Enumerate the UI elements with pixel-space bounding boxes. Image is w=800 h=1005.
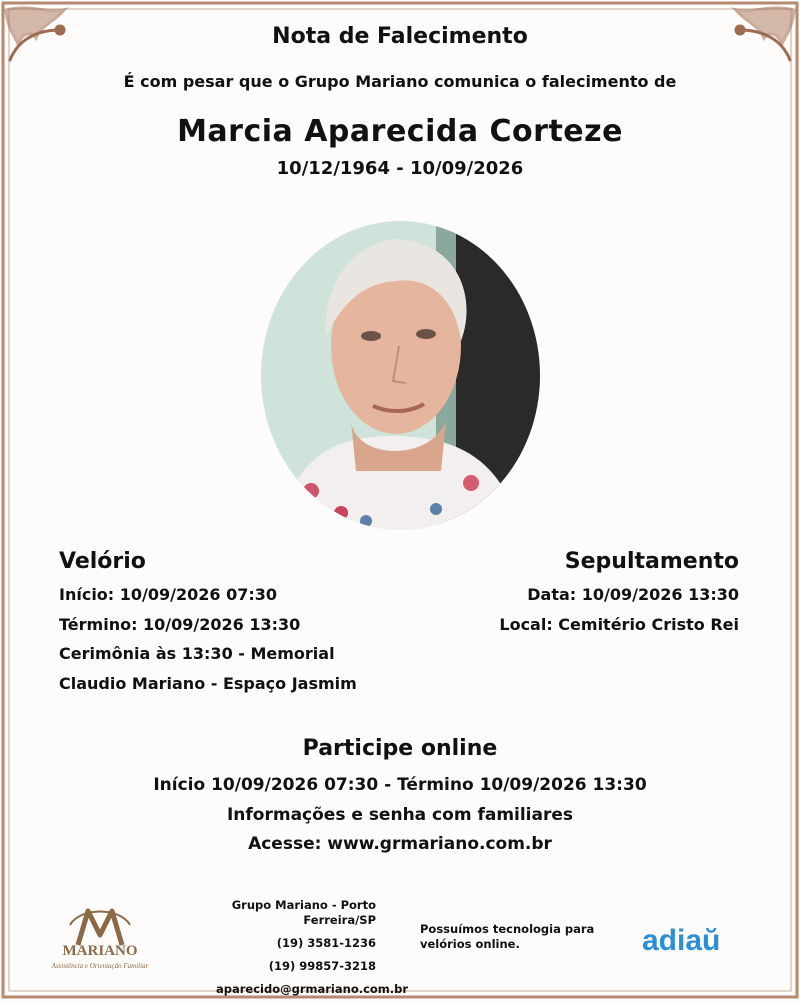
contact-block [216, 898, 409, 1005]
phone-2[interactable]: (19) 99857-3218 [268, 959, 376, 973]
velorio-line: Cerimônia às 13:30 - Memorial [59, 644, 335, 663]
online-heading: Participe online [302, 736, 498, 761]
logo-tagline: Assistência e Orientação Familiar [51, 962, 149, 970]
sepultamento-section [499, 548, 739, 639]
adiau-logo [642, 920, 762, 960]
sepultamento-line: Data: 10/09/2026 13:30 [527, 585, 739, 604]
notice-title: Nota de Falecimento [272, 24, 528, 49]
company-name: Grupo Mariano - Porto Ferreira/SP [231, 898, 376, 927]
life-dates: 10/12/1964 - 10/09/2026 [276, 158, 524, 179]
velorio-section [59, 548, 357, 698]
logo-word: MARIANO [62, 943, 138, 959]
phone-1[interactable]: (19) 3581-1236 [276, 936, 376, 950]
email[interactable]: aparecido@grmariano.com.br [216, 982, 409, 996]
tech-note: Possuímos tecnologia para velórios online. [420, 922, 595, 951]
online-schedule: Início 10/09/2026 07:30 - Término 10/09/2026 13:30 [153, 775, 647, 795]
velorio-heading: Velório [59, 549, 146, 574]
velorio-line: Claudio Mariano - Espaço Jasmim [59, 673, 357, 693]
portrait-photo [261, 221, 540, 530]
online-link[interactable]: Acesse: www.grmariano.com.br [248, 834, 552, 854]
notice-intro: É com pesar que o Grupo Mariano comunica o falecimento de [123, 72, 677, 91]
deceased-name: Marcia Aparecida Corteze [177, 114, 623, 149]
velorio-line: Término: 10/09/2026 13:30 [59, 614, 301, 634]
logo-monogram-icon [70, 911, 130, 945]
online-info: Informações e senha com familiares [226, 805, 574, 825]
sepultamento-heading: Sepultamento [564, 549, 739, 574]
velorio-line: Início: 10/09/2026 07:30 [59, 585, 278, 604]
mariano-logo [40, 905, 160, 975]
sepultamento-line: Local: Cemitério Cristo Rei [499, 614, 739, 634]
adiau-wordmark: adiaŭ [642, 924, 721, 957]
